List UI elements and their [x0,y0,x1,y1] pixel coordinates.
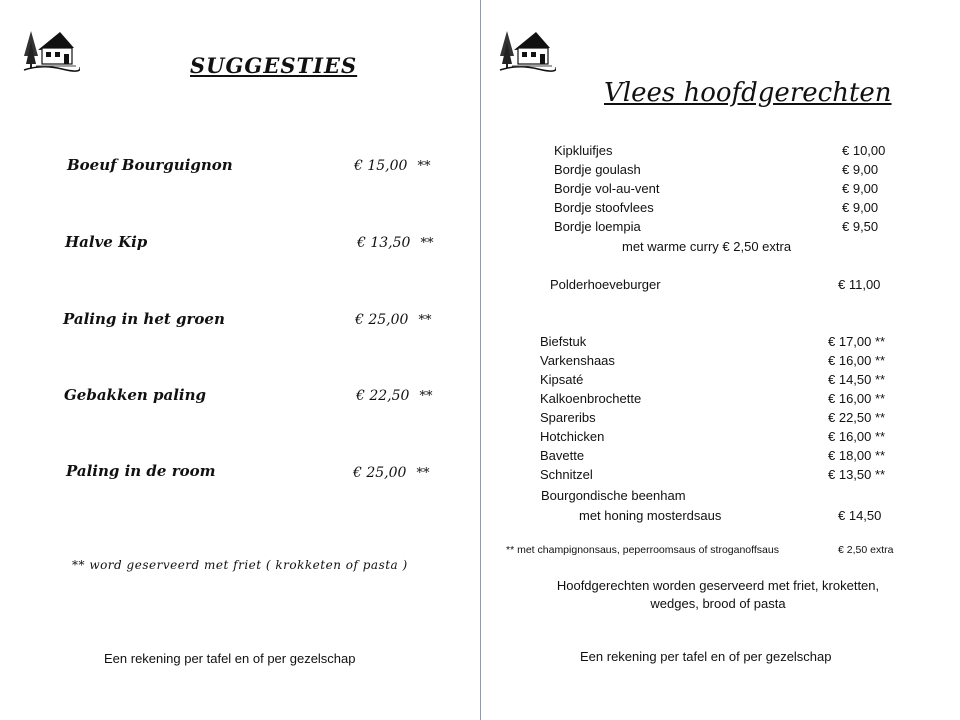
billing-footer: Een rekening per tafel en of per gezelschap [104,651,356,666]
price-mark: ** [418,313,432,328]
menu-item-price: € 16,00 ** [828,429,886,444]
menu-item-name: Hotchicken [540,429,605,444]
menu-item-name: Boeuf Bourguignon [67,156,233,174]
menu-item-name: Varkenshaas [540,353,615,368]
menu-item-price: € 10,00 [842,143,886,158]
menu-item-price: € 22,50 ** [828,410,886,425]
sauce-price: € 2,50 extra [838,544,894,556]
farmhouse-logo-icon [498,26,556,76]
menu-item-name: Halve Kip [65,233,148,251]
sauce-note: ** met champignonsaus, peperroomsaus of stroganoffsaus [506,544,779,556]
menu-item-name: Bavette [540,448,585,463]
page-divider [480,0,481,720]
menu-item-name: Bordje goulash [554,162,641,177]
serving-info [498,577,938,613]
menu-item-price: € 16,00 ** [828,391,886,406]
price-mark: ** [420,236,434,251]
menu-item-price: € 11,00 [838,277,881,292]
menu-list-prices [842,141,885,236]
menu-item-name: Gebakken paling [64,386,207,404]
page-title: SUGGESTIES [190,53,358,78]
menu-item-price: € 9,00 [842,162,879,177]
farmhouse-logo-icon [22,26,80,76]
price-value: € 25,00 [355,312,409,328]
menu-item-price [356,387,432,405]
price-value: € 25,00 [353,465,407,481]
menu-item-name: Bordje loempia [554,219,641,234]
serving-info-line: wedges, brood of pasta [650,596,786,611]
menu-list-names [554,141,660,236]
menu-item-price: € 9,50 [842,219,879,234]
menu-item-name: Kipkluifjes [554,143,613,158]
menu-item-name: Bordje vol-au-vent [554,181,660,196]
menu-item-price [353,464,429,482]
menu-item-price: € 17,00 ** [828,334,886,349]
price-value: € 22,50 [356,388,410,404]
curry-note: met warme curry € 2,50 extra [622,239,792,254]
menu-item-price [355,311,431,329]
menu-item-price: € 16,00 ** [828,353,886,368]
menu-item-subtitle: met honing mosterdsaus [579,508,722,523]
menu-item-name: Paling in het groen [63,310,225,328]
menu-item-price: € 9,00 [842,200,879,215]
menu-item-price: € 18,00 ** [828,448,886,463]
menu-item-price: € 13,50 ** [828,467,886,482]
menu-item-name: Bordje stoofvlees [554,200,654,215]
menu-item-price: € 14,50 ** [828,372,886,387]
serving-note: ** word geserveerd met friet ( krokketen of pasta ) [72,558,408,572]
menu-item-name: Paling in de room [66,462,216,480]
menu-item-price [354,157,430,175]
serving-info-line: Hoofdgerechten worden geserveerd met friet, kroketten, [556,578,880,593]
page-title: Vlees hoofdgerechten [604,78,892,108]
menu-item-name: Polderhoeveburger [550,277,661,292]
menu-list-prices [828,332,885,484]
menu-item-price [357,234,433,252]
price-value: € 13,50 [357,235,411,251]
menu-item-price: € 9,00 [842,181,879,196]
menu-item-name: Bourgondische beenham [541,488,686,503]
menu-item-name: Schnitzel [540,467,593,482]
menu-item-name: Kalkoenbrochette [540,391,642,406]
menu-list-names [540,332,641,484]
menu-item-name: Kipsaté [540,372,584,387]
billing-footer: Een rekening per tafel en of per gezelschap [580,649,832,664]
price-value: € 15,00 [354,158,408,174]
price-mark: ** [416,466,430,481]
price-mark: ** [419,389,433,404]
menu-item-name: Biefstuk [540,334,587,349]
price-mark: ** [417,159,431,174]
menu-item-price: € 14,50 [838,508,882,523]
menu-item-name: Spareribs [540,410,596,425]
